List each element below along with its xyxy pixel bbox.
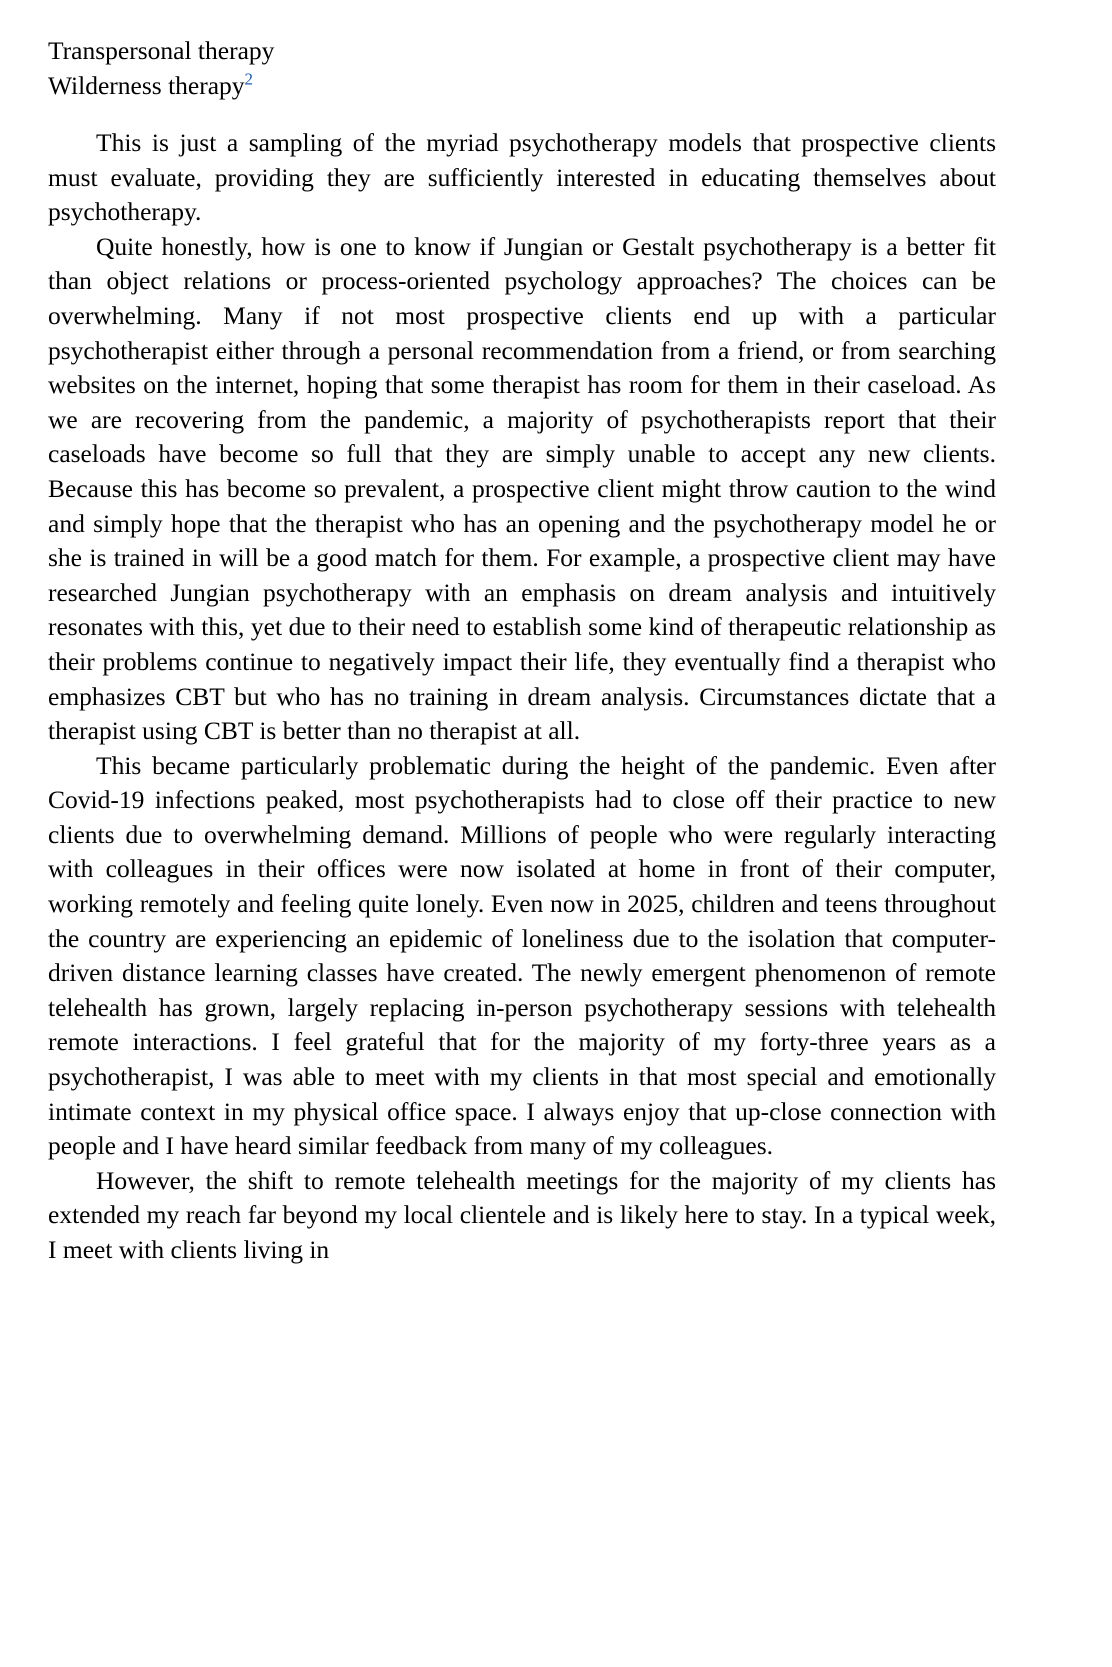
paragraph: This is just a sampling of the myriad psychotherapy models that prospective clients must evaluate, providing they are sufficiently interested in educating themselves about psychotherapy. (48, 128, 996, 227)
list-item (48, 69, 996, 104)
paragraph: Quite honestly, how is one to know if Jungian or Gestalt psychotherapy is a better fit than object relations or process-oriented psychology approaches? The choices can be overwhelming. Many if not most prospective clients end up with a particular psychotherapist either through a personal recommendation from a friend, or from searching websites on the internet, hoping that some therapist has room for them in their caseload. As we are recovering from the pandemic, a majority of psychotherapists report that their caseloads have become so full that they are simply unable to accept any new clients. Because this has become so prevalent, a prospective client might throw caution to the wind and simply hope that the therapist who has an opening and the psychotherapy model he or she is trained in will be a good match for them. For example, a prospective client may have researched Jungian psychotherapy with an emphasis on dream analysis and intuitively resonates with this, yet due to their need to establish some kind of therapeutic relationship as their problems continue to negatively impact their life, they eventually find a therapist who emphasizes CBT but who has no training in dream analysis. Circumstances dictate that a therapist using CBT is better than no therapist at all. (48, 231, 996, 746)
therapy-model-list (48, 34, 996, 103)
paragraph: However, the shift to remote telehealth meetings for the majority of my clients has extended my reach far beyond my local clientele and is likely here to stay. In a typical week, I meet with clients living in (48, 1165, 996, 1264)
page-content (48, 34, 996, 1268)
footnote-reference-marker[interactable]: 2 (244, 69, 254, 88)
list-item-label: Wilderness therapy (48, 70, 245, 100)
paragraph: This became particularly problematic during the height of the pandemic. Even after Covid-19 infections peaked, most psychotherapists had to close off their practice to new clients due to overwhelming demand. Millions of people who were regularly interacting with colleagues in their offices were now isolated at home in front of their computer, working remotely and feeling quite lonely. Even now in 2025, children and teens throughout the country are experiencing an epidemic of loneliness due to the isolation that computer-driven distance learning classes have created. The newly emergent phenomenon of remote telehealth has grown, largely replacing in-person psychotherapy sessions with telehealth remote interactions. I feel grateful that for the majority of my forty-three years as a psychotherapist, I was able to meet with my clients in that most special and emotionally intimate context in my physical office space. I always enjoy that up-close connection with people and I have heard similar feedback from many of my colleagues. (48, 750, 996, 1161)
list-item-label: Transpersonal therapy (48, 36, 275, 65)
body-text (48, 126, 996, 1268)
list-item (48, 34, 996, 69)
